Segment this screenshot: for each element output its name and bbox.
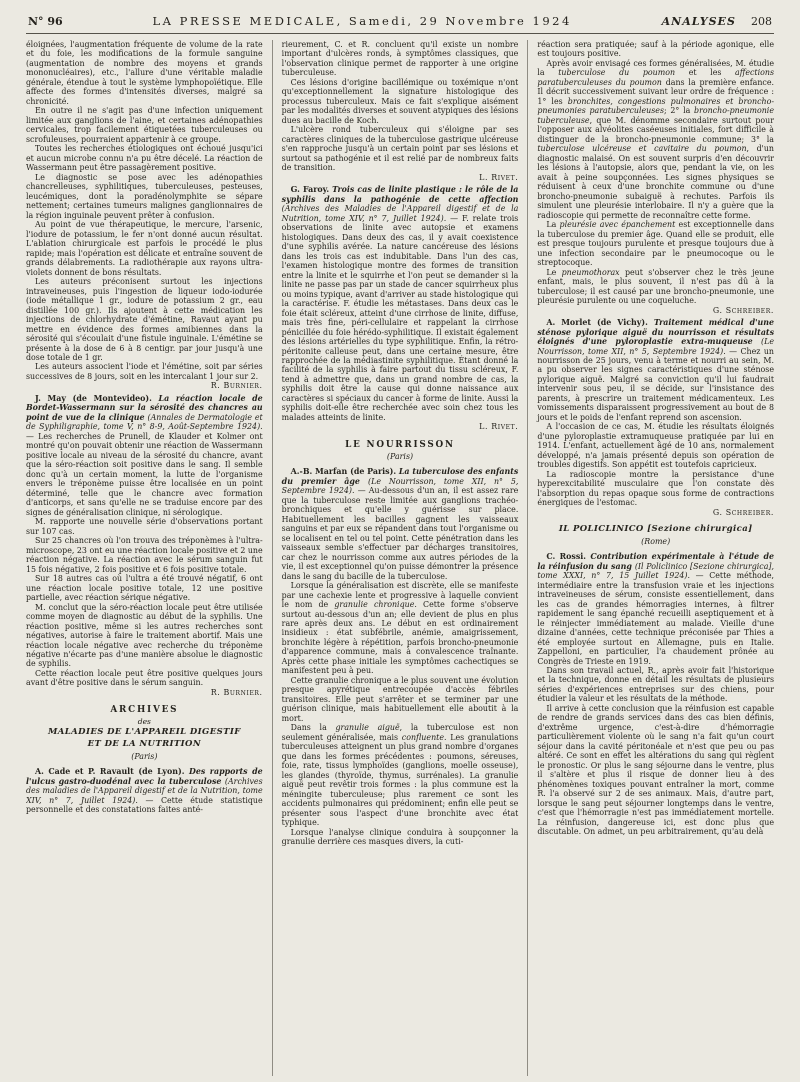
paragraph <box>26 767 263 814</box>
styled-text: (Annales de Dermatologie et de Syphiligraphie, tome V, n° 8-9, Août-Septembre 1924). <box>26 412 263 432</box>
styled-text: bronchites, congestions pulmonaires et broncho-pneumonies paratuberculeuses <box>537 96 775 116</box>
paragraph <box>282 185 519 422</box>
styled-text: pleurésie avec épanchement <box>559 220 676 230</box>
text: L'ulcère rond tuberculeux qui s'éloigne par ses caractères cliniques de la tuberculose gastrique ulcéreuse s'en rapproche jusqu'à un certain point par ses lésions et surtout sa pathogénie et il est relié par de nombreux faits de transition. <box>281 125 519 173</box>
text: Sur 18 autres cas où l'ultra a été trouvé négatif, 6 ont une réaction locale positive totale, 12 une positive partielle, avec réaction sérique négative. <box>26 574 263 603</box>
column-2 <box>272 40 528 1076</box>
text: Les auteurs préconisent surtout les injections intraveineuses, puis l'ingestion de liqueur iodo-iodurée (iode métallique 1 gr., iodure de potassium 2 gr., eau distillée 100 gr.). Ils ajoutent à cette médication les injections de chlorhydrate d'émétine, Ravaut ayant pu mettre en évidence des formes amibiennes dans la sérosité qui s'écoulait d'une fistule inguinale. L'émétine se présente à la dose de 6 à 8 centigr. par jour jusqu'à une dose totale de 1 gr. <box>26 277 263 362</box>
paragraph <box>26 574 263 602</box>
text: . Les granulations tuberculeuses atteignent un plus grand nombre d'organes que dans les formes précédentes : poumons, séreuses, foie, rate, tissus lymphoïdes (ganglions, moelle osseuse), les glandes (thyroïde, thymus, surrénales). La granulie aiguë peut revêtir trois formes : la plus commune est la méningite tuberculeuse; plus rarement ce sont les accidents pulmonaires qui prédominent; enfin elle peut se présenter sous l'aspect d'une bronchite avec état typhique. <box>281 732 519 828</box>
section-label: ANALYSES <box>661 15 736 28</box>
paragraph <box>26 362 263 381</box>
text: Sur 25 chancres où l'on trouva des tréponèmes à l'ultra-microscope, 23 ont eu une réaction locale positive et 2 une réaction négative. La réaction avec le sérum sanguin fut 15 fois négative, 2 fois positive et 6 fois positive totale. <box>26 536 263 574</box>
text: est exceptionnelle dans la tuberculose du premier âge. Quand elle se produit, elle est presque toujours purulente et presque toujours due à une infection secondaire par le pneumocoque ou le streptocoque. <box>537 220 775 268</box>
styled-text: C. Rossi. <box>546 552 591 562</box>
text: Le <box>546 267 562 277</box>
styled-text: A.-B. Marfan (de Paris). <box>290 467 399 477</box>
author-signature: G. Schreiber. <box>712 305 775 315</box>
paragraph <box>26 394 263 517</box>
paragraph <box>282 676 519 723</box>
text: dans la première enfance. Il décrit successivement suivant leur ordre de fréquence : 1° les <box>537 77 775 106</box>
text: — Au-dessous d'un an, il est assez rare que la tuberculose reste limitée aux ganglions trachéo-bronchiques et qu'elle y guérisse sur place. Habituellement les bacilles gagnent les vaisseaux sanguins et par eux se répandent dans tout l'organisme ou se localisent en tel ou tel point. Cette pénétration dans les vaisseaux semble s'effectuer par décharges transitoires, car chez le nourrisson comme aux autres périodes de la vie, il est exceptionnel qu'on puisse démontrer la présence dans le sang du bacille de la tuberculose. <box>281 486 519 581</box>
article-columns <box>26 40 774 1076</box>
paragraph <box>537 666 774 704</box>
paragraph <box>26 277 263 362</box>
styled-text: pneumothorax <box>561 267 620 277</box>
paragraph <box>26 669 263 688</box>
journal-section-heading <box>282 439 519 462</box>
styled-text: granulie chronique <box>334 600 415 610</box>
header-right <box>662 10 772 29</box>
styled-text: J. May (de Montevideo). <box>35 393 159 403</box>
styled-text: broncho-pneumonie tuberculeuse <box>537 106 774 125</box>
text: M. rapporte une nouvelle série d'observations portant sur 107 cas. <box>26 517 263 536</box>
styled-text: A. Cade et P. Ravault (de Lyon). <box>35 767 189 777</box>
author-signature: R. Burnier. <box>210 381 263 391</box>
styled-text: (Le Nourrisson, tome XII, n° 5, Septembre 1924). <box>281 476 519 496</box>
text: — Cette méthode, intermédiaire entre la transfusion vraie et les injections intraveineuses de sérum, consiste essentiellement, dans les cas de grandes hémorragies internes, à filtrer rapidement le sang épanché recueilli aseptiquement et à le réinjecter immédiatement au malade. Vieille d'une dizaine d'années, cette technique préconisée par Thies a été employée surtout en Allemagne, puis en Italie. Zappelloni, en particulier, l'a chaudement prônée au Congrès de Trieste en 1919. <box>537 571 775 666</box>
text: — Les recherches de Prunell, de Klauder et Kolmer ont montré qu'on pouvait obtenir une réaction de Wassermann positive locale au niveau de la sérosité du chancre, avant que la séro-réaction soit positive dans le sang. Il semble donc qu'à un certain moment, la lutte de l'organisme envers le tréponème puisse être localisée en un point déterminé, telle que le chancre avec formation d'anticorps, et sans qu'elle ne se traduise encore par des signes de généralisation clinique, ni sérologique. <box>26 431 263 517</box>
paragraph <box>282 40 519 78</box>
text: , que M. dénomme secondaire surtout pour l'opposer aux alvéolites caséeuses initiales, fort difficile à distinguer de la broncho-pneumonie commune; 3° la <box>537 115 775 144</box>
paragraph <box>537 59 774 220</box>
heading-line: (Paris) <box>131 752 158 762</box>
page-header <box>26 8 774 34</box>
text: Lorsque la généralisation est discrète, elle se manifeste par une cachexie lente et progressive à laquelle convient le nom de <box>281 581 519 610</box>
heading-line: IL POLICLINICO [Sezione chirurgica] <box>558 524 753 535</box>
styled-text: granulie aiguë <box>335 723 400 733</box>
journal-title: LA PRESSE MEDICALE, Samedi, 29 Novembre 1924 <box>152 14 572 28</box>
author-signature: G. Schreiber. <box>712 507 775 517</box>
text: rieurement, C. et R. concluent qu'il existe un nombre important d'ulcères ronds, à symptômes classiques, que l'observation clinique permet de rapporter à une origine tuberculeuse. <box>281 40 519 78</box>
paragraph <box>537 220 774 267</box>
text: peut s'observer chez le très jeune enfant, mais, le plus souvent, il n'est pas dû à la tuberculose; il est causé par une broncho-pneumonie, une pleurésie purulente ou une coqueluche. <box>537 267 775 306</box>
text: éloignées, l'augmentation fréquente de volume de la rate et du foie, les modifications de la formule sanguine (augmentation de nombre des moyens et grands mononucléaires), etc., l'allure d'une véritable maladie générale, étendue à tout le système lymphopoïétique. Elle affecte des formes d'intensités diverses, malgré sa chronicité. <box>26 40 263 106</box>
heading-line: des <box>137 716 151 726</box>
author-signature: L. Rivet. <box>479 172 519 182</box>
text: , d'un diagnostic malaisé. On est souvent surpris d'en découvrir les lésions à l'autopsie, alors que, pendant la vie, on les avait à peine soupçonnées. Les signes physiques se réduisent à ceux d'une bronchite commune ou d'une broncho-pneumonie subaiguë à rechutes. Parfois ils simulent une pleurésie interlobaire. Il n'y a guère que la radioscopie qui permette de reconnaître cette forme. <box>537 144 775 220</box>
styled-text: Contribution expérimentale à l'étude de la réinfusion du sang <box>537 552 774 571</box>
text: Dans la <box>290 723 336 733</box>
text: réaction sera pratiquée; sauf à la période agonique, elle est toujours positive. <box>537 40 775 59</box>
styled-text: Des rapports de l'ulcus gastro-duodénal avec la tuberculose <box>26 767 263 786</box>
text: Il arrive à cette conclusion que la réinfusion est capable de rendre de grands services dans des cas bien définis, d'extrême urgence, c'est-à-dire d'hémorragie particulièrement violente où le sang n'a fait qu'un court séjour dans la cavité péritonéale et n'est que peu ou pas altéré. Ce sont en effet les altérations du sang qui règlent le pronostic. Or plus le sang séjourne dans le ventre, plus il s'altère et plus il risque de donner lieu à des phénomènes toxiques pouvant entraîner la mort, comme R. l'a observé sur 2 de ses animaux. Mais, d'autre part, lorsque le sang peut séjourner longtemps dans le ventre, c'est que l'hémorragie n'est pas immédiatement mortelle. La réinfusion, dangereuse ici, est donc plus que discutable. On admet, un peu arbitrairement, qu'au delà <box>537 703 775 837</box>
paragraph <box>26 144 263 172</box>
paragraph <box>537 704 774 837</box>
text: ; 2° la <box>664 106 695 116</box>
text: Cette réaction locale peut être positive quelques jours avant d'être positive dans le sérum sanguin. <box>26 668 263 688</box>
paragraph <box>26 517 263 536</box>
text: — Chez un nourrisson de 25 jours, venu à terme et nourri au sein, M. a pu observer les signes caractéristiques d'une sténose pylorique aiguë. Malgré sa conviction qu'il lui faudrait intervenir sous peu, il se décide, sur l'insistance des parents, à prescrire un traitement médicamenteux. Les vomissements disparaissent progressivement au bout de 8 jours et le poids de l'enfant reprend son ascension. <box>537 346 775 422</box>
text: Lorsque l'analyse clinique conduira à soupçonner la granulie derrière ces masques divers, la cuti- <box>281 827 519 847</box>
styled-text: tuberculose du poumon <box>558 68 676 78</box>
paragraph <box>26 220 263 277</box>
text: M. conclut que la séro-réaction locale peut être utilisée comme moyen de diagnostic au début de la syphilis. Une réaction positive, même si les autres recherches sont négatives, autorise à faire le traitement abortif. Mais une réaction locale négative avec recherche du tréponème négative n'écarte pas d'une manière absolue le diagnostic de syphilis. <box>26 602 263 669</box>
text: La <box>546 220 560 230</box>
styled-text: La tuberculose des enfants du premier âge <box>281 467 519 486</box>
page-number: 208 <box>750 15 772 28</box>
styled-text: La réaction locale de Bordet-Wassermann sur la sérosité des chancres au point de vue de la clinique <box>26 393 263 422</box>
styled-text: affections paratuberculeuses du poumon <box>537 68 775 87</box>
styled-text: (Le Nourrisson, tome XII, n° 5, Septembre 1924). <box>537 337 775 356</box>
paragraph <box>26 603 263 669</box>
styled-text: (Il Policlinico [Sezione chirurgica], tome XXXI, n° 7, 15 Juillet 1924). <box>537 561 775 581</box>
styled-text: (Archives des Maladies de l'Appareil digestif et de la Nutrition, tome XIV, n° 7, Juillet 1924). <box>281 204 519 223</box>
column-3 <box>527 40 774 1076</box>
text: Cette granulie chronique a le plus souvent une évolution presque apyrétique entrecoupée d'accès fébriles transitoires. Elle peut s'arrêter et se terminer par une guérison clinique, mais habituellement elle aboutit à la mort. <box>281 675 519 723</box>
styled-text: (Archives des maladies de l'Appareil digestif et de la Nutrition, tome XIV, n° 7, Juillet 1924). <box>26 776 263 805</box>
paragraph <box>537 40 774 59</box>
text: En outre il ne s'agit pas d'une infection uniquement limitée aux ganglions de l'aine, et certaines adénopathies cervicales, trop facilement étiquetées tuberculeuses ou scrofuleuses, pourraient appartenir à ce groupe. <box>26 106 263 144</box>
styled-text: tuberculose ulcéreuse et cavitaire du poumon <box>537 144 747 154</box>
text: , la tuberculose est non seulement généralisée, mais <box>281 723 519 742</box>
paragraph <box>537 552 774 666</box>
paragraph <box>537 318 774 422</box>
text: La radioscopie montre la persistance d'une hyperexcitabilité musculaire que l'on constate dès l'absorption du repas opaque sous forme de contractions énergiques de l'estomac. <box>537 469 775 508</box>
paragraph <box>26 40 263 106</box>
text: et les <box>675 68 736 78</box>
paragraph <box>282 723 519 827</box>
text: Les auteurs associent l'iode et l'émétine, soit par séries successives de 8 jours, soit en les intercalant 1 jour sur 2. <box>26 362 263 381</box>
author-signature: L. Rivet. <box>479 422 519 432</box>
paragraph <box>282 125 519 172</box>
column-1 <box>26 40 272 1076</box>
paragraph <box>282 581 519 676</box>
author-signature: R. Burnier. <box>210 687 263 697</box>
styled-text: Trois cas de linite plastique : le rôle de la syphilis dans la pathogénie de cette affection <box>281 185 519 204</box>
text: Dans son travail actuel, R., après avoir fait l'historique et la technique, donne en détail les résultats de plusieurs séries d'expériences entreprises sur des chiens, pour étudier la valeur et les résultats de la méthode. <box>537 665 775 704</box>
styled-text: G. Faroy. <box>290 185 333 195</box>
text: Le diagnostic se pose avec les adénopathies chancrelleuses, syphilitiques, tuberculeuses, pesteuses, leucémiques, dont la poradénolymphite se sépare nettement; certaines tumeurs malignes ganglionnaires de la région inguinale peuvent prêter à confusion. <box>26 172 263 220</box>
paragraph <box>537 422 774 469</box>
heading-line: ARCHIVES <box>110 705 179 716</box>
paragraph <box>537 470 774 508</box>
text: Au point de vue thérapeutique, le mercure, l'arsenic, l'iodure de potassium, le fer n'ont donné aucun résultat. L'ablation chirurgicale est parfois le procédé le plus rapide; mais l'opération est délicate et entraîne souvent de grands délabrements. La radiothérapie aux rayons ultra-violets donnent de bons résultats. <box>26 220 263 277</box>
text: — Cette étude statistique personnelle et des constatations faites anté- <box>26 795 263 815</box>
paragraph <box>282 828 519 847</box>
journal-section-heading <box>537 524 774 547</box>
heading-line: (Rome) <box>641 537 671 547</box>
heading-line: ET DE LA NUTRITION <box>87 739 201 750</box>
heading-line: LE NOURRISSON <box>345 439 455 450</box>
text: Après avoir envisagé ces formes généralisées, M. étudie la <box>537 58 775 78</box>
styled-text: Traitement médical d'une sténose pylorique aiguë du nourrisson et résultats éloignés d'une pyloroplastie extra-muqueuse <box>537 318 775 347</box>
styled-text: A. Morlet (de Vichy). <box>546 318 654 328</box>
text: Ces lésions d'origine bacillémique ou toxémique n'ont qu'exceptionnellement la signature histologique des processus tuberculeux. Mais ce fait s'explique aisément par les modalités diverses et souvent atypiques des lésions dues au bacille de Koch. <box>281 77 519 125</box>
paragraph <box>537 268 774 306</box>
text: — F. relate trois observations de linite avec autopsie et examens histologiques. Dans deux des cas, il y avait coexistence d'une syphilis avérée. La nature cancéreuse des lésions dans les trois cas est indubitable. Dans l'un des cas, l'examen histologique montre des formes de transition entre la linite et le squirrhe et l'on peut se demander si la linite ne passe pas par un stade de cancer squirrheux plus ou moins typique, avant d'arriver au stade histologique qui la caractérise. F. étudie les métastases. Dans deux cas le foie était scléreux, atteint d'une cirrhose de linite, diffuse, mais très fine, péri-cellulaire et rappelant la cirrhose pénicillée du foie hérédo-syphilitique. Il existait également des lésions artérielles du type syphilitique. Enfin, la rétro-péritonite calleuse peut, dans une certaine mesure, être rapprochée de la médiastinite syphilitique. Étant donné la facilité de la syphilis à faire partout du tissu scléreux, F. tend à admettre que, dans un grand nombre de cas, la syphilis doit être la cause qui donne naissance aux caractères si spéciaux du cancer à forme de linite. Aussi la syphilis doit-elle être recherchée avec soin chez tous les malades atteints de linite. <box>281 213 519 422</box>
styled-text: confluente <box>401 732 444 742</box>
paragraph <box>26 173 263 220</box>
text: . Cette forme s'observe surtout au-dessous d'un an; elle devient de plus en plus rare après deux ans. Le début en est ordinairement insidieux : état subfébrile, anémie, amaigrissement, bronchite légère à répétition, parfois broncho-pneumonie d'apparence commune, mais à convalescence traînante. Après cette phase initiale les symptômes cachectiques se manifestent peu à peu. <box>281 600 519 676</box>
journal-section-heading <box>26 704 263 762</box>
text: Toutes les recherches étiologiques ont échoué jusqu'ici et aucun microbe connu n'a pu être décelé. La réaction de Wassermann peut être passagèrement positive. <box>26 144 263 173</box>
text: A l'occasion de ce cas, M. étudie les résultats éloignés d'une pyloroplastie extramuqueuse pratiquée par lui en 1914. L'enfant, actuellement âgé de 10 ans, normalement développé, n'a jamais présenté depuis son opération de troubles digestifs. Son appétit est toutefois capricieux. <box>537 422 775 470</box>
issue-number: N° 96 <box>28 15 63 28</box>
paragraph <box>26 106 263 144</box>
heading-line: MALADIES DE L'APPAREIL DIGESTIF <box>48 727 241 738</box>
paragraph <box>282 467 519 581</box>
paragraph <box>26 536 263 574</box>
paragraph <box>282 78 519 125</box>
heading-line: (Paris) <box>386 452 414 462</box>
